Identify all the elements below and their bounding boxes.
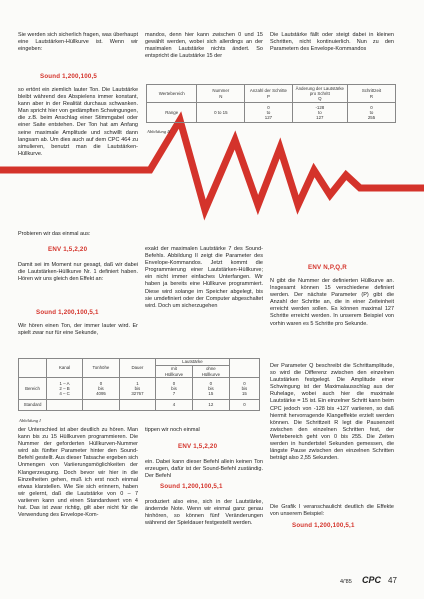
t1-row2-ohne: 12 [192,400,229,411]
t1-row2-mit: 4 [156,400,193,411]
col2-bot-para2: ein. Dabei kann dieser Befehl allein keinen Ton erzeugen, dafür ist der Sound-Befehl zuständig. Der Befehl [145,459,263,480]
t1-head-mit: mit Hüllkurve [156,366,193,378]
col1-mid-cmd1: ENV 1,5,2,20 [48,246,88,253]
footer-page-number: 47 [388,576,397,585]
col2-bot-cmd2: Sound 1,200,100,5,1 [160,483,223,490]
t1-head-kanal: Kanal [47,359,83,378]
col2-top-para1: mandos, denn hier kann zwischen 0 und 15 gewählt werden, wobei sich allerdings an der maximalen Lautstärke nichts ändert. So entspricht die Lautstärke 15 der [145,32,263,60]
t1-head-ohne: ohne Hüllkurve [192,366,229,378]
t2-head-p: Anzahl der Schritte P [245,85,293,103]
t1-head-tonhoehe: Tonhöhe [83,359,120,378]
col3-mid-para2: Der Parameter Q beschreibt die Schrittamplitude, so wird die Differenz zwischen den einzelnen Lautstärken festgelegt. Die Amplitude einer Schwingung ist der Maximalausschlag aus der Ruhelage, wobei auch hier die maximale Lautstärke = 15 ist. Ein einzelner Schritt kann beim CPC jedoch von -128 bis +127 variieren, so daß hiermit hervorragende Klangeffekte erzielt werden können. Die Schrittzeit R legt die Pausenzeit zwischen den einzelnen Schritten fest, der Wertebereich geht von 0 bis 255. Die Zeiten werden in hundertstel Sekunden gemessen, die längste Pause zwischen den einzelnen Schritten beträgt also 2,55 Sekunden. [270,363,394,462]
col2-bot-para1: tippen wir noch einmal [145,427,200,433]
t2-val-r: 0 to 255 [347,103,395,123]
t1-head-dauer: Dauer [119,359,155,378]
t1-row2-extra: 0 [229,400,259,411]
t2-val-n: 0 to 15 [197,103,245,123]
t2-head-range: Wertebereich [147,85,197,103]
footer-logo-cpc: CPC [362,575,382,585]
t2-row-label: Range [147,103,197,123]
t2-head-r: Schrittzeit R [347,85,395,103]
col3-mid-para1: N gibt die Nummer der definierten Hüllkurve an. Insgesamt können 15 verschiedene definiert werden. Der nächste Parameter (P) gibt die Anzahl der Schritte an, die in einer Zeiteinheit erreicht werden sollen. Es können maximal 127 Schritte erreicht werden. In unserem Beispiel von vorhin waren es 5 Schritte pro Sekunde. [270,278,394,327]
t1-row1-extra: 0 bis 15 [229,378,259,400]
table-abbildung-i [18,358,260,411]
col1-mid-para1: Probieren wir das einmal aus: [18,231,91,237]
t1-row1-kanal: 1 – A 2 – B 4 – C [47,378,83,400]
caption-abbildung-ii: Abbildung II [147,129,171,134]
t1-row2-label: Standard [19,400,47,411]
col1-mid-para3: Wir hören einen Ton, der immer lauter wird. Er spielt zwar nur für eine Sekunde, [18,323,138,337]
t1-row1-label: Bereich [19,378,47,400]
t2-head-q: Änderung der Lautstärke pro Schritt Q [292,85,347,103]
t1-head-lautstaerke: Lautstärke [156,359,230,366]
col1-bot-para1: der Unterschied ist aber deutlich zu hören. Man kann bis zu 15 Hüllkurven programmieren. Die Nummer der geforderten Hüllkurven-Nummer wird als fünfter Parameter hinter den Sound-Befehl gestellt. Aus dieser Tatsache ergeben sich Unmengen von Variierungsmöglichkeiten der Klangerzeugung. Doch bevor wir hier in die Einzelheiten gehen, muß ich erst noch einmal etwas klarstellen. Wie Sie sich erinnern, haben wir gelernt, daß die Lautstärke von 0 – 7 variieren kann und einen Standardwert von 4 hat. Das ist zwar richtig, gilt aber nicht für die Verwendung des Envelope-Kom- [18,427,138,519]
caption-abbildung-i: Abbildung I [19,418,41,423]
col1-mid-para2: Damit sei im Moment nur gesagt, daß wir dabei die Lautstärken-Hüllkurve Nr. 1 definiert haben. Hören wir uns gleich den Effekt an: [18,262,138,283]
t1-row1-tonhoehe: 0 bis 4095 [83,378,120,400]
col1-mid-cmd2: Sound 1,200,100,5,1 [36,309,99,316]
col2-bot-cmd1: ENV 1,5,2,20 [178,443,218,450]
col3-top-para1: Die Lautstärke fällt oder steigt dabei in kleinen Schritten, nicht kontinuierlich. Nun zu den Parametern des Envelope-Kommandos [270,32,394,53]
table-abbildung-ii [146,84,396,123]
t2-val-p: 0 to 127 [245,103,293,123]
t2-val-q: -128 to 127 [292,103,347,123]
t1-row1-mit: 0 bis 7 [156,378,193,400]
col3-mid-cmd1: ENV N,P,Q,R [308,264,347,271]
t2-head-n: Nummer N [197,85,245,103]
col2-mid-para1: exakt der maximalen Lautstärke 7 des Sound-Befehls. Abbildung II zeigt die Parameter des Envelope-Kommandos. Jetzt kommt die Programmierung einer Lautstärken-Hüllkurve; ein nicht immer einfaches Unterfangen. Wir haben ja bereits eine Hüllkurve programmiert. Diese wird solange im Speicher abgelegt, bis sie umdefiniert oder der Computer abgeschaltet wird. Doch um sicherzugehen [145,246,263,309]
col1-top-cmd1: Sound 1,200,100,5 [40,73,98,80]
t1-row1-dauer: 1 bis 32767 [119,378,155,400]
col1-top-para2: so ertönt ein ziemlich lauter Ton. Die Lautstärke bleibt während des Abspielens immer konstant, kann aber in der Realität durchaus schwanken. Man spricht hier von gedämpften Schwingungen, die z.B. beim Anschlag einer Stimmgabel oder einer Saite entstehen. Der Ton hat am Anfang seine maximale Amplitude und schwillt dann langsam ab. Um dies auch auf dem CPC 464 zu simulieren, benutzt man die Lautstärken-Hüllkurve. [18,87,138,157]
t1-row1-ohne: 0 bis 15 [192,378,229,400]
col1-top-para1: Sie werden sich sicherlich fragen, was überhaupt eine Lautstärken-Hüllkurve ist. Wenn wir eingeben: [18,32,138,53]
col2-bot-para3: produziert also eine, sich in der Lautstärke, ändernde Note. Wenn wir einmal ganz genau hinhören, so können fünf Veränderungen während der Spieldauer festgestellt werden. [145,499,263,527]
footer-issue: 4/'85 [340,579,352,585]
col3-mid-cmd2: Sound 1,200,100,5,1 [292,522,355,529]
col3-mid-para3: Die Grafik I veranschaulicht deutlich die Effekte von unserem Beispiel: [270,504,394,518]
